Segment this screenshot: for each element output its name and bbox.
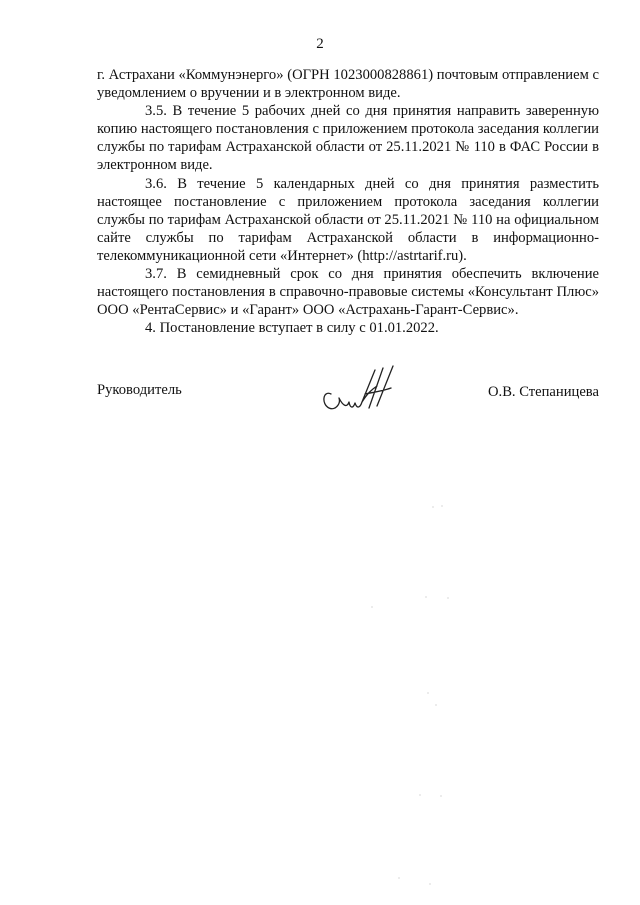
page-number: 2 [316,36,324,52]
signatory-role: Руководитель [97,382,182,398]
paragraph-4: 4. Постановление вступает в силу с 01.01.2022. [145,320,439,337]
handwritten-signature [317,364,401,420]
signature-block [97,376,599,436]
paragraph-3-6: 3.6. В течение 5 календарных дней со дня принятия разместить настоящее постановление с приложением протокола заседания коллегии службы по тарифам Астраханской области от 25.11.2021 № 110 на официальном сайте службы по тарифам Астраханской области в информационно-телекоммуникационной сети «Интернет» (http://astrtarif.ru). [97,175,599,264]
signatory-name: О.В. Степаницева [488,384,599,400]
document-body [97,66,599,337]
paragraph-3-7: 3.7. В семидневный срок со дня принятия обеспечить включение настоящего постановления в справочно-правовые системы «Консультант Плюс» ООО «РентаСервис» и «Гарант» ООО «Астрахань-Гарант-Сервис». [97,266,599,319]
paragraph-continuation: г. Астрахани «Коммунэнерго» (ОГРН 1023000828861) почтовым отправлением с уведомлением о вручении и в электронном виде. [97,67,599,102]
paragraph-3-5: 3.5. В течение 5 рабочих дней со дня принятия направить заверенную копию настоящего постановления с приложением протокола заседания коллегии службы по тарифам Астраханской области от 25.11.2021 № 110 в ФАС России в электронном виде. [97,103,599,174]
